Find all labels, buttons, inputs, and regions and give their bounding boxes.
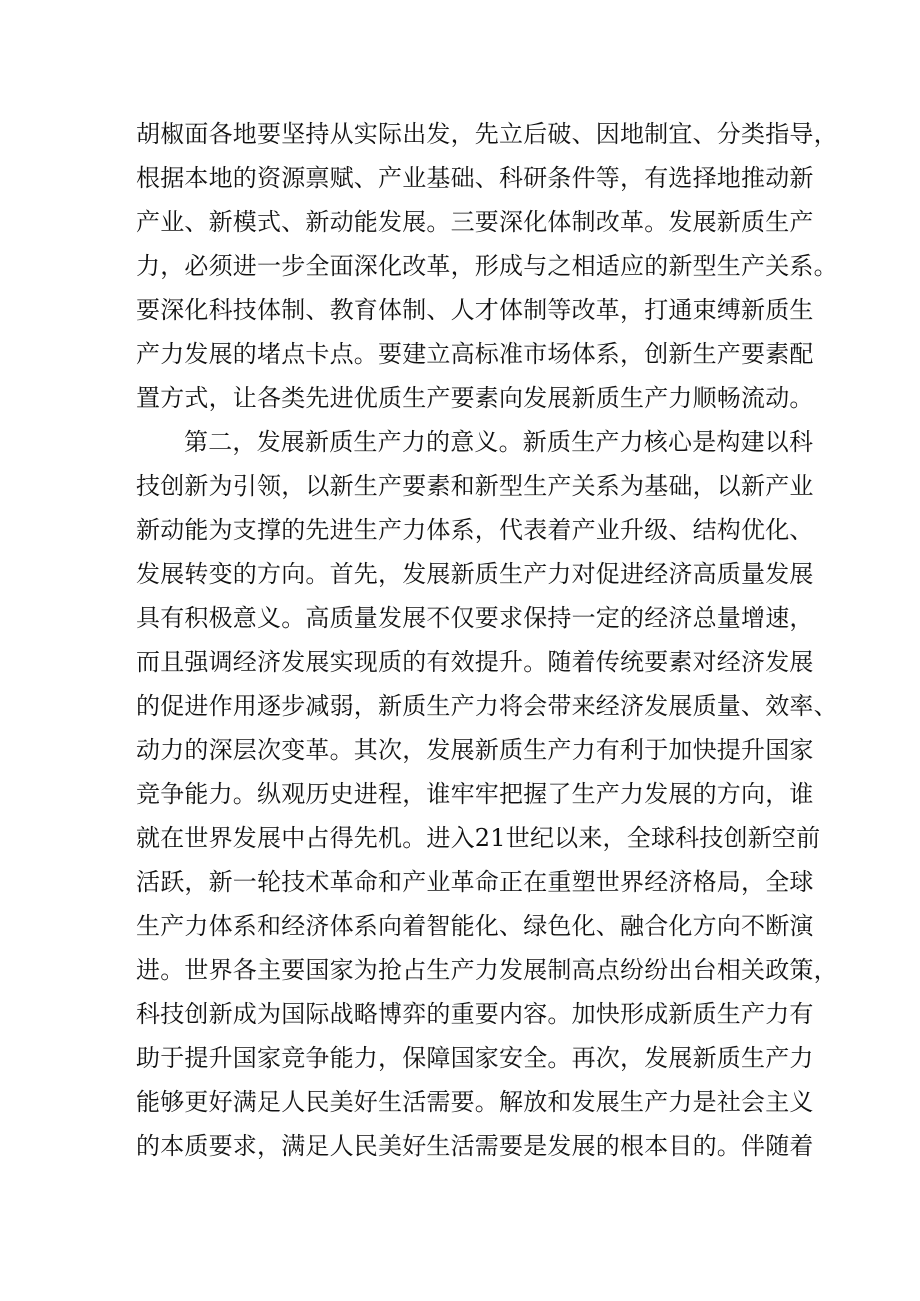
text-line: 的促进作用逐步减弱，新质生产力将会带来经济发展质量、效率、 [136,692,838,720]
text-line: 就在世界发展中占得先机。进入21世纪以来，全球科技创新空前 [136,824,821,852]
text-line: 力，必须进一步全面深化改革，形成与之相适应的新型生产关系。 [136,252,838,280]
text-line: 产业、新模式、新动能发展。三要深化体制改革。发展新质生产 [136,208,814,236]
text-line: 竞争能力。纵观历史进程，谁牢牢把握了生产力发展的方向，谁 [136,780,814,808]
paragraph-start-line: 第二，发展新质生产力的意义。新质生产力核心是构建以科 [184,428,814,456]
text-line: 动力的深层次变革。其次，发展新质生产力有利于加快提升国家 [136,736,814,764]
text-line: 置方式，让各类先进优质生产要素向发展新质生产力顺畅流动。 [136,384,814,412]
text-line: 能够更好满足人民美好生活需要。解放和发展生产力是社会主义 [136,1088,814,1116]
text-line: 而且强调经济发展实现质的有效提升。随着传统要素对经济发展 [136,648,814,676]
text-line: 发展转变的方向。首先，发展新质生产力对促进经济高质量发展 [136,560,814,588]
text-line: 助于提升国家竞争能力，保障国家安全。再次，发展新质生产力 [136,1044,814,1072]
text-line: 新动能为支撑的先进生产力体系，代表着产业升级、结构优化、 [136,516,814,544]
text-line: 技创新为引领，以新生产要素和新型生产关系为基础，以新产业 [136,472,814,500]
document-body [136,112,838,1168]
text-line: 要深化科技体制、教育体制、人才体制等改革，打通束缚新质生 [136,296,814,324]
text-line: 活跃，新一轮技术革命和产业革命正在重塑世界经济格局，全球 [136,868,814,896]
text-line: 产力发展的堵点卡点。要建立高标准市场体系，创新生产要素配 [136,340,814,368]
text-line: 科技创新成为国际战略博弈的重要内容。加快形成新质生产力有 [136,1000,814,1028]
text-line: 胡椒面各地要坚持从实际出发，先立后破、因地制宜、分类指导， [136,120,838,148]
text-line: 根据本地的资源禀赋、产业基础、科研条件等，有选择地推动新 [136,164,814,192]
text-line: 生产力体系和经济体系向着智能化、绿色化、融合化方向不断演 [136,912,814,940]
text-line: 具有积极意义。高质量发展不仅要求保持一定的经济总量增速， [136,604,814,632]
text-line: 的本质要求，满足人民美好生活需要是发展的根本目的。伴随着 [136,1132,814,1160]
text-line: 进。世界各主要国家为抢占生产力发展制高点纷纷出台相关政策， [136,956,838,984]
